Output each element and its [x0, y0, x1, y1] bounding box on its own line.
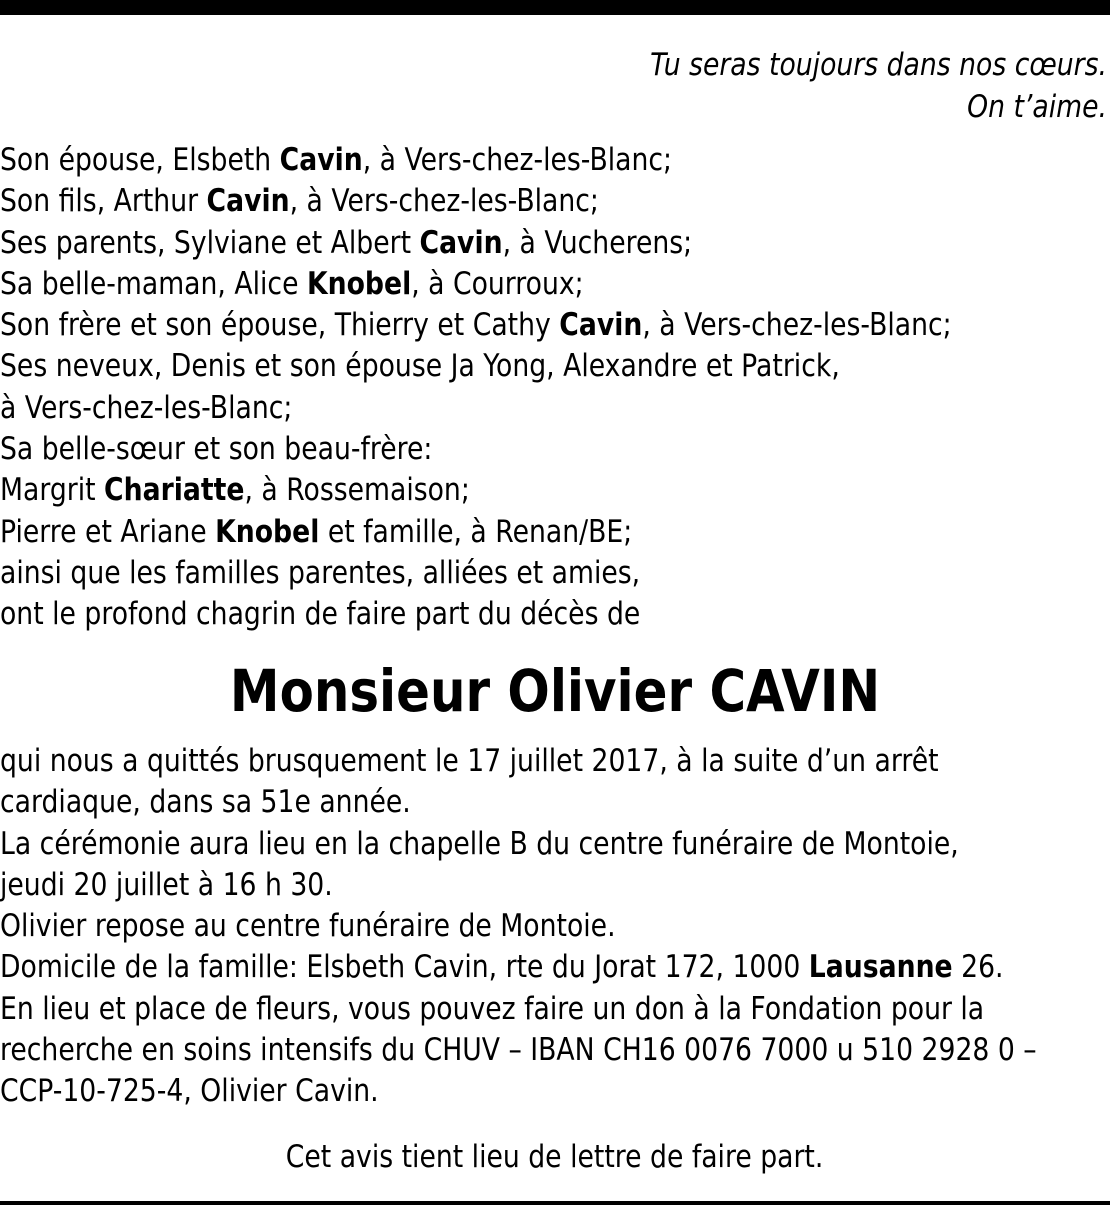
- details-line-7: En lieu et place de fleurs, vous pouvez faire un don à la Fondation pour la: [0, 990, 985, 1027]
- details-line-8: recherche en soins intensifs du CHUV – IBAN CH16 0076 7000 u 510 2928 0 –: [0, 1032, 1037, 1069]
- family-line-in-laws-intro: Sa belle-sœur et son beau-frère:: [0, 431, 433, 468]
- bottom-border-rule: [0, 1201, 1110, 1205]
- deceased-name: Monsieur Olivier CAVIN: [229, 657, 881, 725]
- family-line-brother: Son frère et son épouse, Thierry et Cathy Cavin, à Vers-chez-les-Blanc;: [0, 307, 952, 344]
- details-text: [0, 741, 1110, 1113]
- family-line-announcement: ont le profond chagrin de faire part du décès de: [0, 596, 641, 633]
- epigraph-line-1: Tu seras toujours dans nos cœurs.: [650, 47, 1107, 83]
- epigraph-line-2: On t’aime.: [967, 89, 1107, 125]
- family-line-spouse: Son épouse, Elsbeth Cavin, à Vers-chez-les-Blanc;: [0, 142, 673, 178]
- deceased-name-heading: [0, 656, 1110, 726]
- family-line-son: Son fils, Arthur Cavin, à Vers-chez-les-Blanc;: [0, 183, 599, 220]
- family-line-parents: Ses parents, Sylviane et Albert Cavin, à Vucherens;: [0, 224, 693, 261]
- family-line-sister-in-law: Margrit Chariatte, à Rossemaison;: [0, 472, 470, 509]
- closing-text: Cet avis tient lieu de lettre de faire part.: [286, 1139, 824, 1175]
- epigraph: [161, 44, 1107, 128]
- details-line-2: cardiaque, dans sa 51e année.: [0, 784, 411, 821]
- details-line-3: La cérémonie aura lieu en la chapelle B du centre funéraire de Montoie,: [0, 825, 959, 862]
- family-list: [0, 140, 1110, 636]
- family-line-nephews-location: à Vers-chez-les-Blanc;: [0, 389, 293, 426]
- family-line-mother-in-law: Sa belle-maman, Alice Knobel, à Courroux;: [0, 265, 584, 302]
- family-line-relatives: ainsi que les familles parentes, alliées et amies,: [0, 554, 641, 591]
- family-line-brother-in-law: Pierre et Ariane Knobel et famille, à Renan/BE;: [0, 513, 633, 550]
- details-line-5: Olivier repose au centre funéraire de Montoie.: [0, 908, 616, 945]
- family-line-nephews: Ses neveux, Denis et son épouse Ja Yong, Alexandre et Patrick,: [0, 348, 840, 385]
- closing-note: [0, 1136, 1110, 1178]
- details-line-4: jeudi 20 juillet à 16 h 30.: [0, 866, 333, 903]
- top-border-rule: [0, 0, 1110, 15]
- details-line-1: qui nous a quittés brusquement le 17 juillet 2017, à la suite d’un arrêt: [0, 743, 939, 779]
- details-line-6: Domicile de la famille: Elsbeth Cavin, rte du Jorat 172, 1000 Lausanne 26.: [0, 949, 1004, 986]
- details-line-9: CCP-10-725-4, Olivier Cavin.: [0, 1073, 379, 1110]
